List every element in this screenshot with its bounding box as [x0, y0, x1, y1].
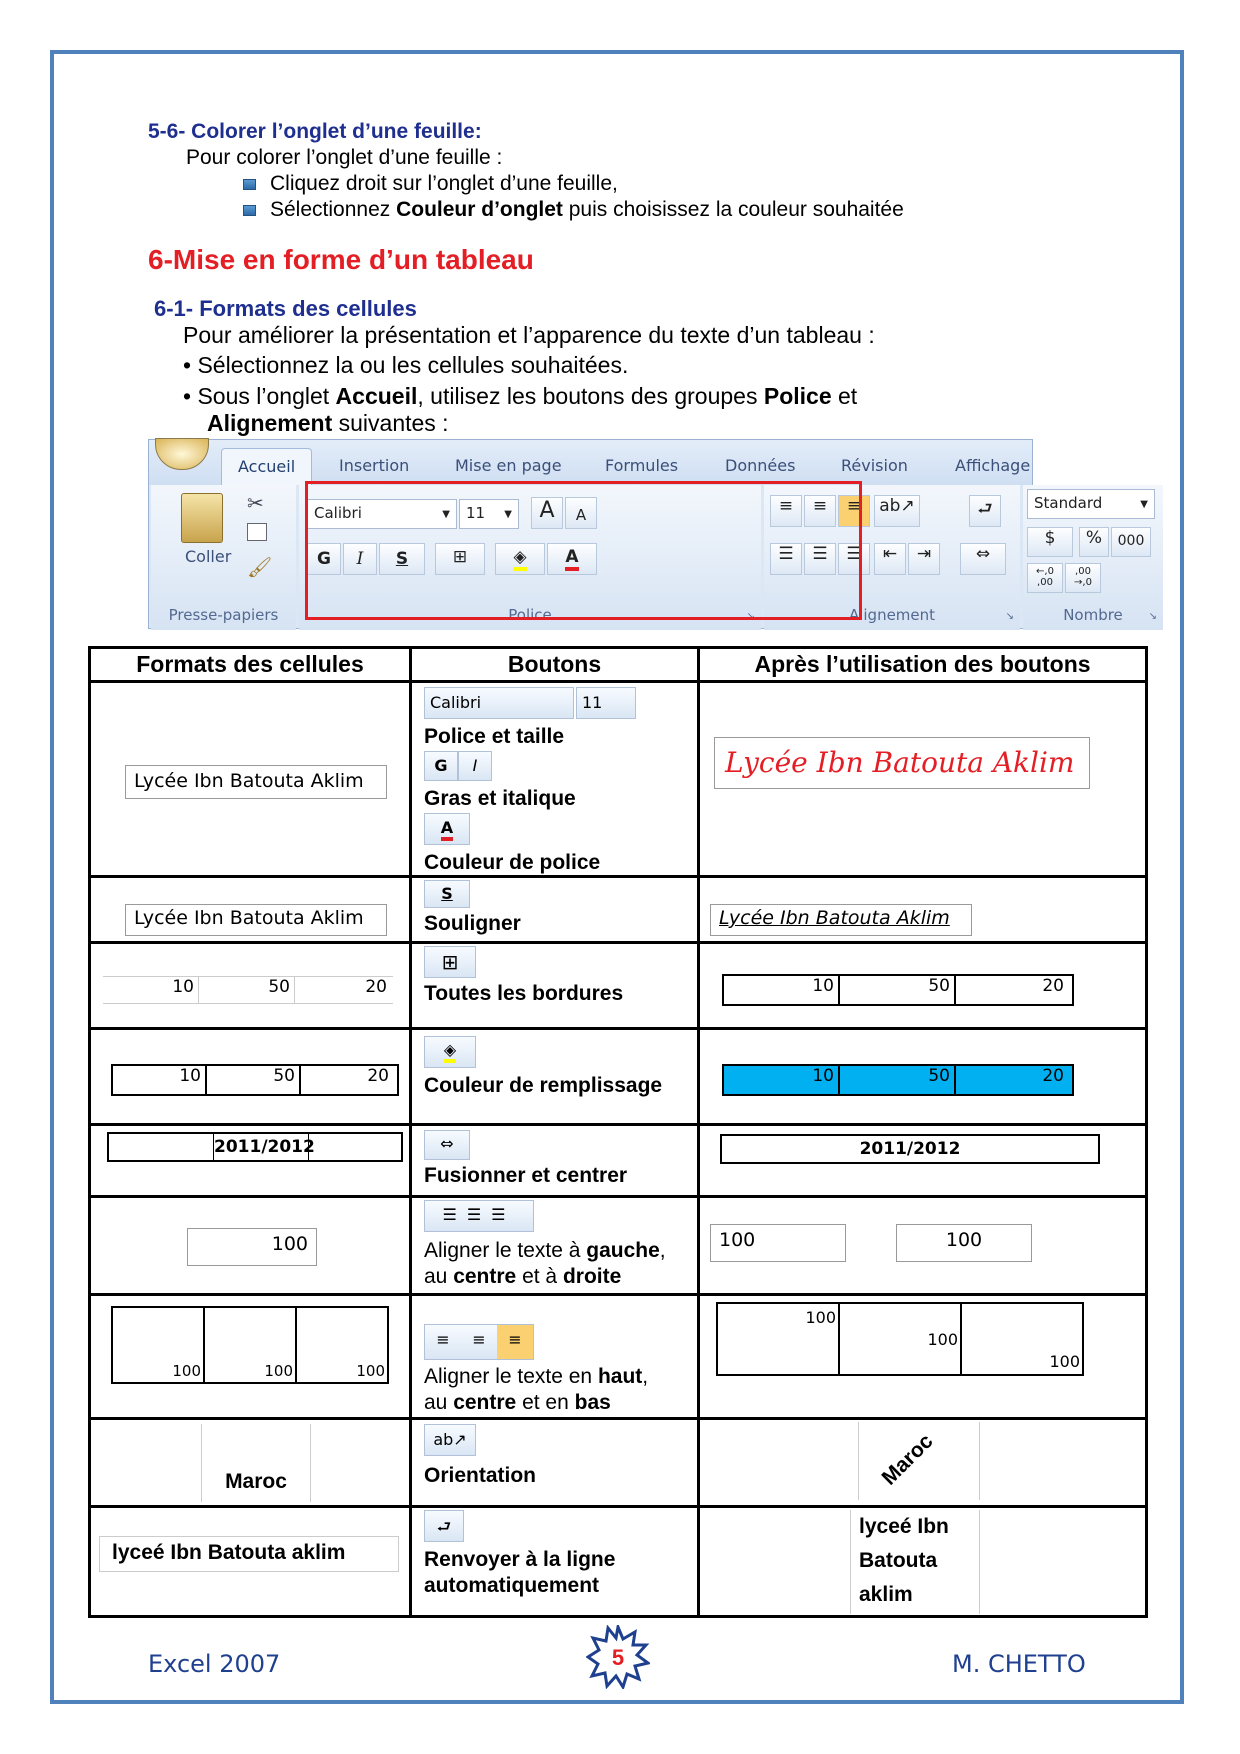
sample-cell: Lycée Ibn Batouta Aklim: [125, 904, 387, 936]
r6-after: [699, 1197, 1147, 1295]
tab-affichage[interactable]: Affichage: [955, 456, 1031, 475]
r8-before: [90, 1419, 411, 1507]
cell-value: 50: [207, 1066, 301, 1094]
copy-icon[interactable]: [247, 523, 267, 541]
orientation-button[interactable]: [424, 1424, 476, 1456]
r9-before: [90, 1507, 411, 1617]
tab-formules[interactable]: Formules: [605, 456, 679, 475]
section-6-heading: 6-Mise en forme d’un tableau: [148, 244, 534, 275]
cell-value: 50: [199, 977, 295, 1003]
r1-buttons: [411, 682, 699, 877]
thousands-button[interactable]: 000: [1111, 527, 1151, 557]
align-center-icon: ☰: [466, 1205, 492, 1224]
numbers-row: [103, 976, 393, 1004]
cut-icon[interactable]: ✂: [247, 491, 264, 515]
sample-cell: Lycée Ibn Batouta Aklim: [125, 765, 387, 799]
wrapped-line: Batouta: [859, 1549, 938, 1572]
cell-value: 10: [724, 1066, 840, 1094]
merged-year-cell: 2011/2012: [720, 1134, 1100, 1164]
left-aligned-cell: 100: [710, 1224, 846, 1262]
cell-value: 10: [103, 977, 199, 1003]
header-apres: Après l’utilisation des boutons: [699, 648, 1147, 682]
rotated-maroc-text: Maroc: [877, 1429, 938, 1490]
r7-after: [699, 1295, 1147, 1419]
r2-after: [699, 877, 1147, 943]
r1-after: [699, 682, 1147, 877]
font-color-icon: A: [441, 818, 453, 841]
label-couleur-police: Couleur de police: [424, 851, 601, 874]
grow-font-icon[interactable]: A: [531, 497, 563, 529]
label-aligner-vertical-1: Aligner le texte en haut,: [424, 1365, 649, 1388]
align-bottom-icon: ≡: [497, 1325, 533, 1359]
label-aligner-vertical-2: au centre et en bas: [424, 1391, 611, 1414]
dialog-launcher-icon[interactable]: ↘: [746, 611, 755, 622]
paste-label[interactable]: Coller: [185, 547, 232, 566]
merge-center-button[interactable]: [424, 1130, 470, 1160]
section-5-6-intro: Pour colorer l’onglet d’une feuille :: [186, 146, 503, 169]
currency-icon[interactable]: $: [1027, 527, 1073, 557]
align-left-icon: ☰: [442, 1205, 467, 1224]
paste-icon[interactable]: [181, 493, 223, 543]
r9-buttons: [411, 1507, 699, 1617]
label-police-taille: Police et taille: [424, 725, 565, 748]
r6-buttons: [411, 1197, 699, 1295]
cell-value: 100: [113, 1308, 205, 1382]
cell-value: 20: [365, 977, 387, 997]
align-middle-icon[interactable]: ≡: [804, 495, 836, 527]
align-bottom-icon[interactable]: ≡: [838, 495, 870, 527]
font-size-select[interactable]: 11 ▼: [459, 499, 519, 529]
underlined-sample-cell: Lycée Ibn Batouta Aklim: [710, 904, 972, 936]
r9-after: [699, 1507, 1147, 1617]
group-nombre: [1023, 485, 1163, 630]
increase-indent-icon[interactable]: ⇥: [908, 543, 940, 575]
r8-after: [699, 1419, 1147, 1507]
format-painter-icon[interactable]: 🖌: [247, 555, 273, 579]
centered-cell: 100: [896, 1224, 1032, 1262]
cell-value: 20: [1042, 976, 1064, 996]
tab-revision[interactable]: Révision: [841, 456, 908, 475]
dialog-launcher-icon[interactable]: ↘: [1148, 611, 1157, 622]
r6-before: [90, 1197, 411, 1295]
font-name-select[interactable]: Calibri ▼: [307, 499, 457, 529]
maroc-cell: Maroc: [201, 1424, 311, 1502]
header-boutons: Boutons: [411, 648, 699, 682]
align-horizontal-buttons[interactable]: [424, 1200, 534, 1232]
r7-buttons: [411, 1295, 699, 1419]
unmerged-row: [107, 1132, 403, 1162]
shrink-font-icon[interactable]: A: [565, 497, 597, 529]
wrap-text-icon: ⮐: [436, 1517, 452, 1536]
label-gras-italique: Gras et italique: [424, 787, 576, 810]
section-6-bullet-2: • Sous l’onglet Accueil, utilisez les boutons des groupes Police et: [183, 383, 858, 409]
fill-bucket-icon: ◈: [513, 547, 526, 571]
office-button-icon[interactable]: [155, 438, 209, 470]
decrease-indent-icon[interactable]: ⇤: [874, 543, 906, 575]
ribbon-tab-bar: [149, 440, 1032, 485]
align-left-icon[interactable]: ☰: [770, 543, 802, 575]
group-label-presse-papiers: Presse-papiers: [168, 606, 279, 624]
label-aligner-horizontal-2: au centre et à droite: [424, 1265, 622, 1288]
formats-table: [88, 646, 1148, 1618]
r1-before: [90, 682, 411, 877]
wrap-text-button[interactable]: [424, 1510, 464, 1542]
footer-left: Excel 2007: [148, 1650, 281, 1678]
wrapped-line: lyceé Ibn: [859, 1515, 949, 1538]
fill-bucket-icon: ◈: [444, 1040, 456, 1063]
bold-button[interactable]: G: [307, 543, 341, 575]
label-renvoyer-1: Renvoyer à la ligne: [424, 1548, 616, 1571]
r3-before: [90, 943, 411, 1029]
middle-aligned-cell: 100: [840, 1304, 962, 1374]
cell-value: 100: [205, 1308, 297, 1382]
long-text-cell: lyceé Ibn Batouta aklim: [99, 1536, 399, 1572]
footer-right: M. CHETTO: [952, 1650, 1086, 1678]
cell-value: 20: [1042, 1066, 1064, 1086]
tab-mise-en-page[interactable]: Mise en page: [455, 456, 562, 475]
section-6-bullet-1: • Sélectionnez la ou les cellules souhaitées.: [183, 352, 629, 378]
decrease-decimal-button[interactable]: ,00 →,0: [1065, 563, 1101, 593]
cell-value: 10: [724, 976, 840, 1004]
cell-value: 100: [356, 1362, 385, 1380]
orientation-icon[interactable]: ab↗: [874, 495, 920, 527]
orientation-icon: ab↗: [433, 1430, 467, 1449]
header-formats: Formats des cellules: [90, 648, 411, 682]
underline-button[interactable]: S: [424, 880, 470, 908]
align-top-icon[interactable]: ≡: [770, 495, 802, 527]
dialog-launcher-icon[interactable]: ↘: [1005, 611, 1014, 622]
label-souligner: Souligner: [424, 912, 521, 935]
tab-accueil[interactable]: Accueil: [221, 448, 312, 485]
r7-before: [90, 1295, 411, 1419]
section-6-intro: Pour améliorer la présentation et l’apparence du texte d’un tableau :: [183, 322, 875, 348]
year-cell: 2011/2012: [213, 1134, 309, 1160]
r2-before: [90, 877, 411, 943]
r8-buttons: [411, 1419, 699, 1507]
r5-after: [699, 1125, 1147, 1197]
tab-insertion[interactable]: Insertion: [339, 456, 410, 475]
label-bordures: Toutes les bordures: [424, 982, 624, 1005]
group-label-nombre: Nombre: [1063, 606, 1123, 624]
tab-donnees[interactable]: Données: [725, 456, 796, 475]
cell-value: 50: [840, 976, 956, 1004]
label-remplissage: Couleur de remplissage: [424, 1074, 663, 1097]
label-fusionner: Fusionner et centrer: [424, 1164, 628, 1187]
wrapped-text-cell: [850, 1510, 980, 1614]
valign-row-after: [716, 1302, 1084, 1376]
borders-icon: ⊞: [452, 547, 468, 567]
align-right-icon[interactable]: ☰: [838, 543, 870, 575]
bold-button[interactable]: G: [424, 751, 458, 781]
page-number: 5: [611, 1645, 625, 1670]
r3-after: [699, 943, 1147, 1029]
font-size-select[interactable]: 11: [576, 687, 636, 719]
borders-icon: ⊞: [441, 950, 459, 974]
fill-color-button[interactable]: [424, 1036, 476, 1068]
cell-value: 20: [367, 1066, 389, 1086]
font-color-button[interactable]: [424, 813, 470, 845]
font-color-icon: A: [565, 547, 578, 571]
section-6-bullet-2-cont: Alignement suivantes :: [207, 410, 449, 436]
filled-numbers-row: [722, 1064, 1074, 1096]
section-6-1-heading: 6-1- Formats des cellules: [154, 296, 417, 321]
r5-buttons: [411, 1125, 699, 1197]
r4-before: [90, 1029, 411, 1125]
r4-buttons: [411, 1029, 699, 1125]
r3-buttons: [411, 943, 699, 1029]
cell-value: 10: [113, 1066, 207, 1094]
label-renvoyer-2: automatiquement: [424, 1574, 600, 1597]
section-5-6-bullet-2: Sélectionnez Couleur d’onglet puis choisissez la couleur souhaitée: [243, 198, 904, 222]
label-orientation: Orientation: [424, 1464, 537, 1487]
square-bullet-icon: [243, 205, 256, 216]
font-name-select[interactable]: Calibri: [424, 687, 574, 719]
cell-value: 50: [840, 1066, 956, 1094]
bottom-aligned-cell: 100: [1049, 1352, 1080, 1371]
italic-button[interactable]: I: [343, 543, 377, 575]
align-vertical-buttons[interactable]: [424, 1324, 534, 1360]
valign-row-before: [111, 1306, 389, 1384]
align-top-icon: ≡: [436, 1330, 450, 1349]
section-5-6-bullet-1: Cliquez droit sur l’onglet d’une feuille,: [243, 172, 618, 196]
merge-center-icon: ⇔: [440, 1134, 454, 1153]
r2-buttons: [411, 877, 699, 943]
borders-button[interactable]: [424, 946, 476, 978]
underline-button[interactable]: S: [379, 543, 425, 575]
wrapped-line: aklim: [859, 1583, 913, 1606]
align-right-icon: ☰: [491, 1205, 516, 1224]
group-label-alignement: Alignement: [848, 606, 936, 624]
increase-decimal-button[interactable]: ←,0 ,00: [1027, 563, 1063, 593]
section-5-6-heading: 5-6- Colorer l’onglet d’une feuille:: [148, 120, 482, 143]
percent-button[interactable]: %: [1079, 527, 1109, 557]
value-cell: 100: [187, 1228, 317, 1266]
group-label-police: Police: [508, 606, 552, 624]
bordered-numbers-row: [111, 1064, 399, 1096]
align-center-icon[interactable]: ☰: [804, 543, 836, 575]
bordered-numbers-row: [722, 974, 1074, 1006]
styled-sample-cell: Lycée Ibn Batouta Aklim: [714, 737, 1090, 789]
italic-button[interactable]: I: [458, 751, 492, 781]
merge-center-icon[interactable]: ⇔: [960, 543, 1006, 575]
label-aligner-horizontal-1: Aligner le texte à gauche,: [424, 1239, 666, 1262]
square-bullet-icon: [243, 179, 256, 190]
align-middle-icon: ≡: [472, 1330, 486, 1349]
wrap-text-icon[interactable]: ⮐: [969, 495, 1001, 527]
rotated-cell-frame: [858, 1422, 980, 1500]
r4-after: [699, 1029, 1147, 1125]
top-aligned-cell: 100: [718, 1304, 840, 1374]
group-presse-papiers: [151, 485, 296, 630]
number-format-select[interactable]: Standard ▼: [1027, 489, 1155, 519]
highlight-box: [305, 481, 862, 620]
r5-before: [90, 1125, 411, 1197]
